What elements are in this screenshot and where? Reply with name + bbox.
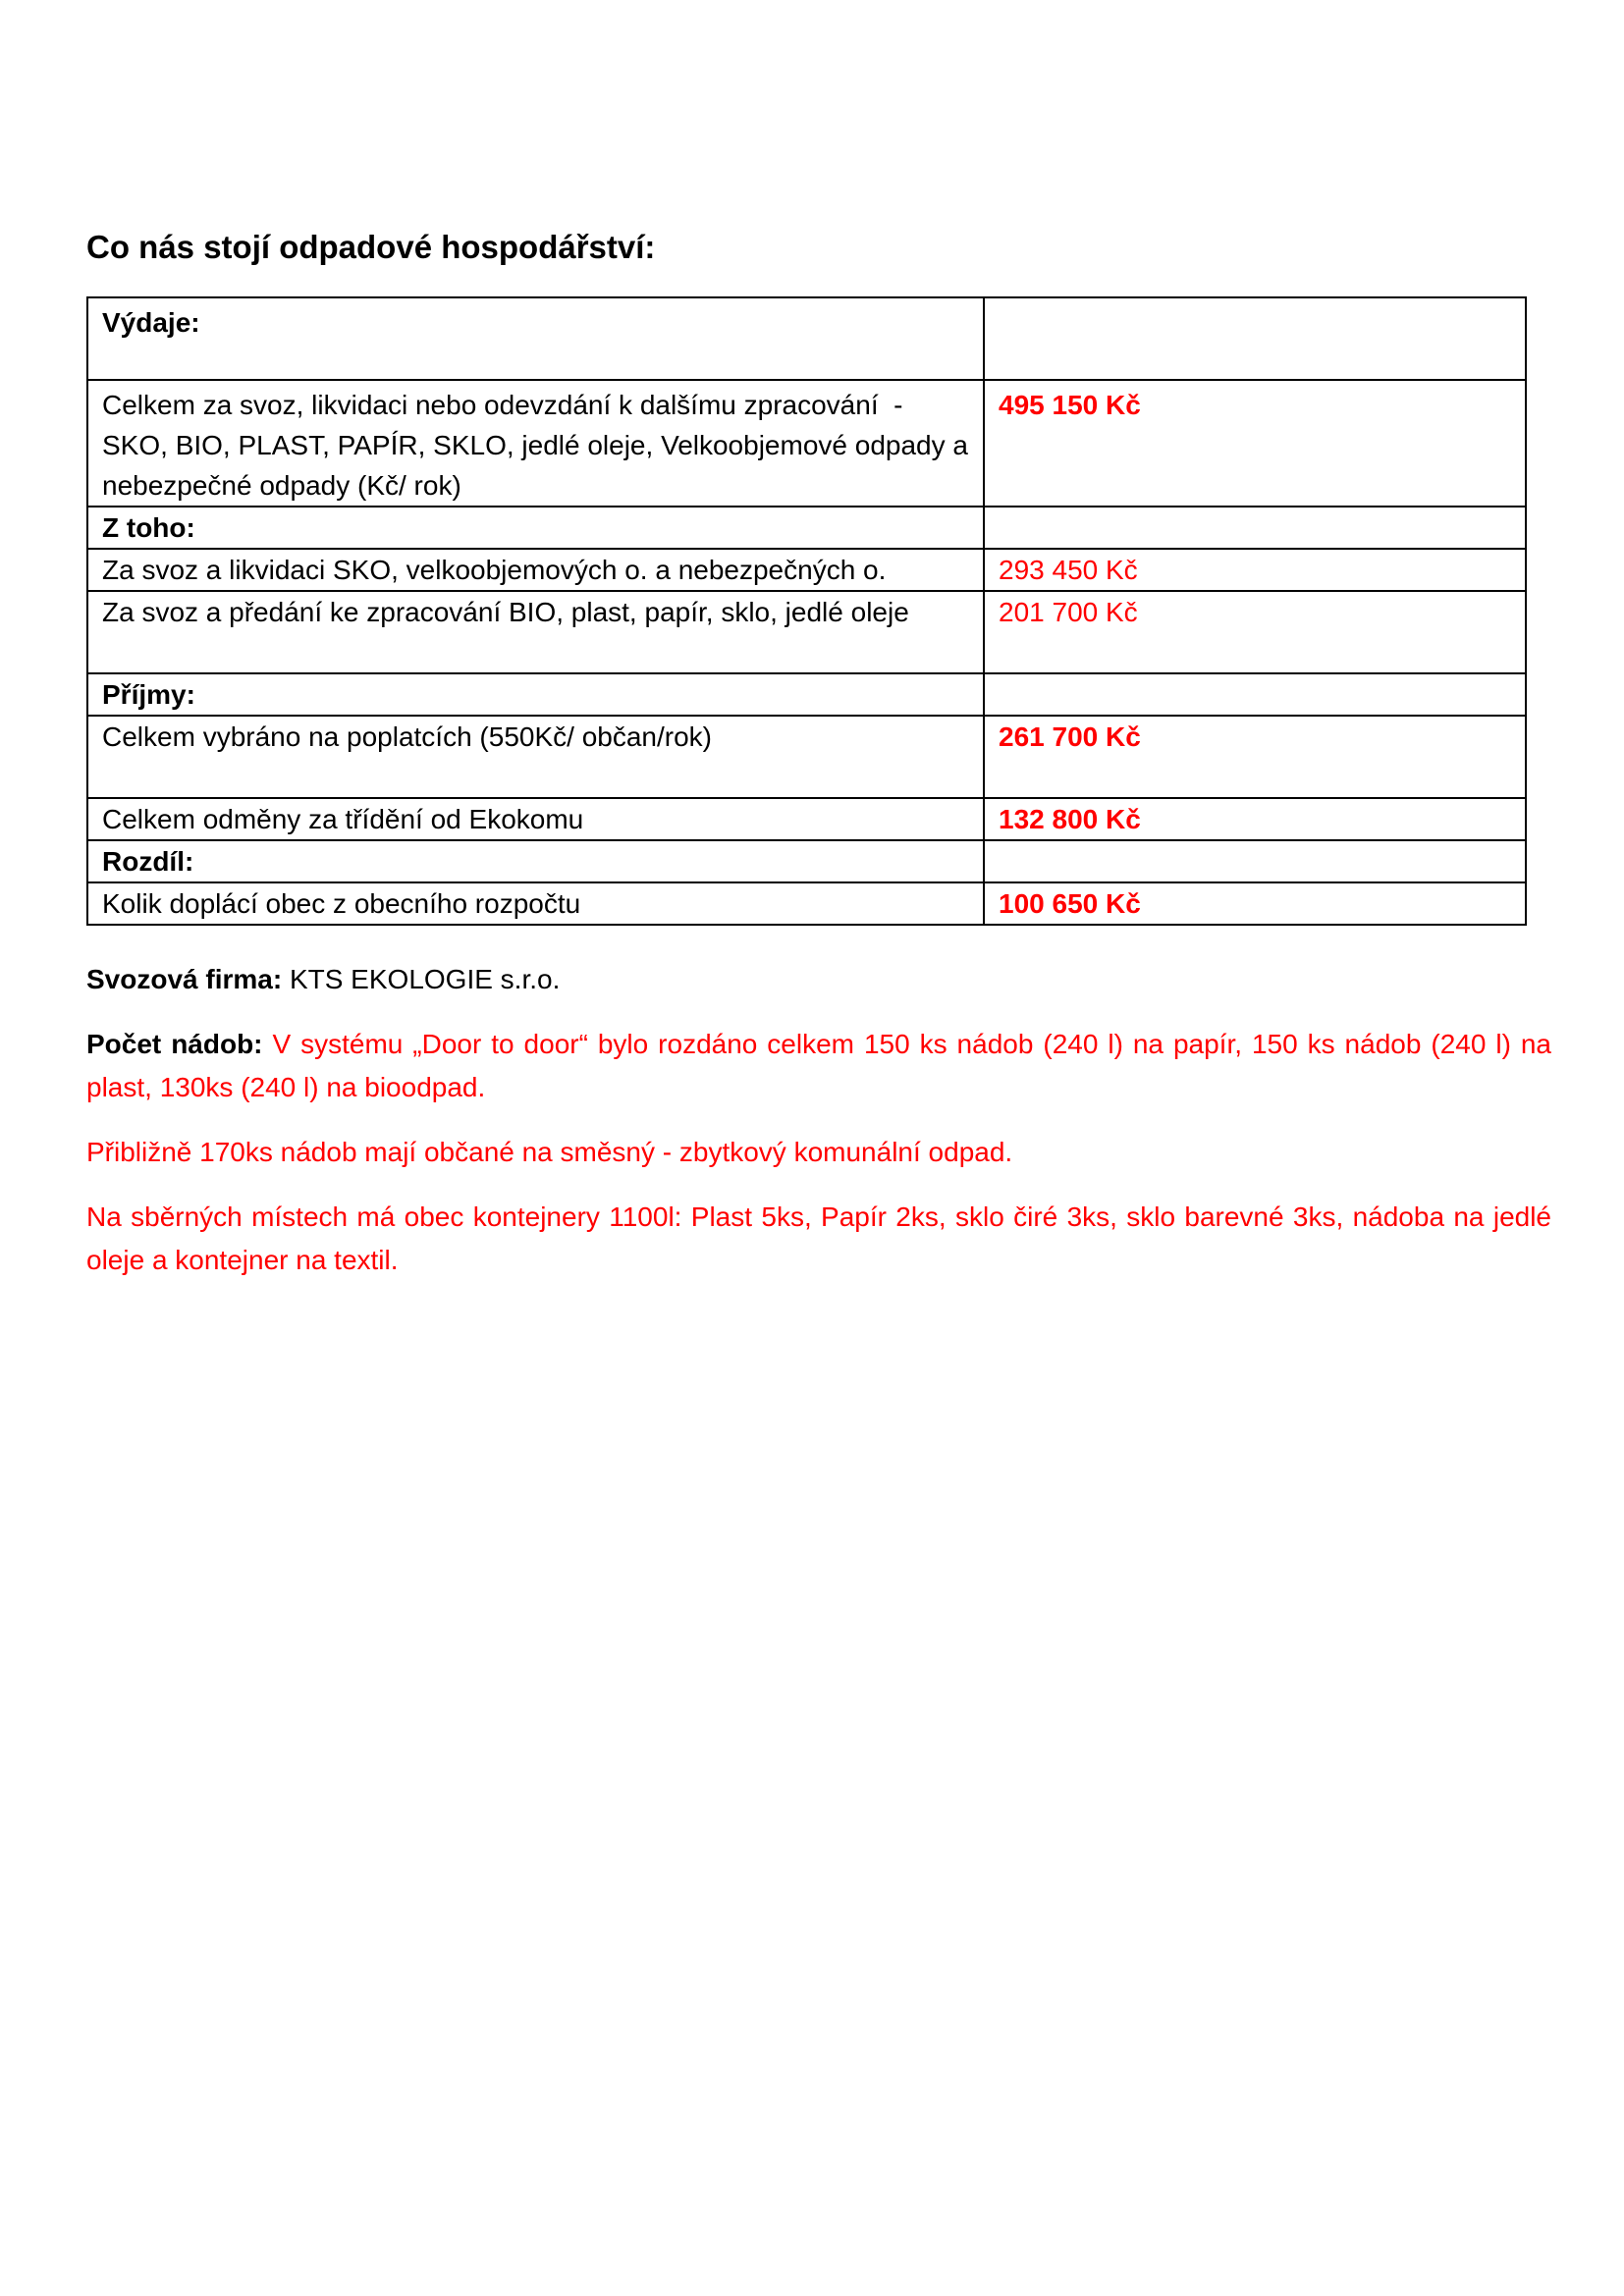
- table-cell-value: 495 150 Kč: [984, 380, 1526, 507]
- waste-costs-table: [86, 296, 1527, 926]
- table-cell-value: 293 450 Kč: [984, 549, 1526, 591]
- table-cell-label: Celkem odměny za třídění od Ekokomu: [87, 798, 984, 840]
- table-cell-label: Za svoz a předání ke zpracování BIO, plast, papír, sklo, jedlé oleje: [87, 591, 984, 673]
- collector-paragraph: [86, 958, 1551, 1001]
- table-row-difference-header: [87, 840, 1526, 882]
- table-cell-value: 261 700 Kč: [984, 716, 1526, 798]
- section-label: Příjmy:: [87, 673, 984, 716]
- section-label: Z toho:: [87, 507, 984, 549]
- table-cell-value: 132 800 Kč: [984, 798, 1526, 840]
- section-label: Rozdíl:: [87, 840, 984, 882]
- table-row-ekokom-income: [87, 798, 1526, 840]
- table-row-total-expenses: [87, 380, 1526, 507]
- table-cell-value: [984, 673, 1526, 716]
- collector-name: KTS EKOLOGIE s.r.o.: [282, 964, 561, 994]
- table-row-fees-income: [87, 716, 1526, 798]
- table-cell-label: Kolik doplácí obec z obecního rozpočtu: [87, 882, 984, 925]
- table-cell-value: [984, 840, 1526, 882]
- table-row-municipal-contribution: [87, 882, 1526, 925]
- table-row-expenses-header: [87, 297, 1526, 380]
- table-cell-label: Za svoz a likvidaci SKO, velkoobjemových o. a nebezpečných o.: [87, 549, 984, 591]
- section-label: Výdaje:: [87, 297, 984, 380]
- table-row-income-header: [87, 673, 1526, 716]
- table-cell-value: [984, 507, 1526, 549]
- residual-bins-paragraph: Přibližně 170ks nádob mají občané na směsný - zbytkový komunální odpad.: [86, 1137, 1013, 1167]
- table-cell-label: Celkem vybráno na poplatcích (550Kč/ občan/rok): [87, 716, 984, 798]
- table-row-recycling-expenses: [87, 591, 1526, 673]
- table-cell-value: 201 700 Kč: [984, 591, 1526, 673]
- collection-points-paragraph: Na sběrných místech má obec kontejnery 1100l: Plast 5ks, Papír 2ks, sklo čiré 3ks, sklo barevné 3ks, nádoba na jedlé oleje a kontejner na textil.: [86, 1201, 1551, 1275]
- collector-label: Svozová firma:: [86, 964, 283, 994]
- table-row-sko-expenses: [87, 549, 1526, 591]
- table-cell-value: [984, 297, 1526, 380]
- table-cell-value: 100 650 Kč: [984, 882, 1526, 925]
- bins-paragraph: [86, 1023, 1551, 1109]
- table-cell-label: Celkem za svoz, likvidaci nebo odevzdání k dalšímu zpracování - SKO, BIO, PLAST, PAPÍR, SKLO, jedlé oleje, Velkoobjemové odpady a nebezpečné odpady (Kč/ rok): [87, 380, 984, 507]
- page-title: Co nás stojí odpadové hospodářství:: [86, 229, 656, 265]
- bins-label: Počet nádob:: [86, 1029, 263, 1059]
- bins-text: V systému „Door to door“ bylo rozdáno celkem 150 ks nádob (240 l) na papír, 150 ks nádob (240 l) na plast, 130ks (240 l) na bioodpad.: [86, 1029, 1551, 1102]
- table-row-breakdown-header: [87, 507, 1526, 549]
